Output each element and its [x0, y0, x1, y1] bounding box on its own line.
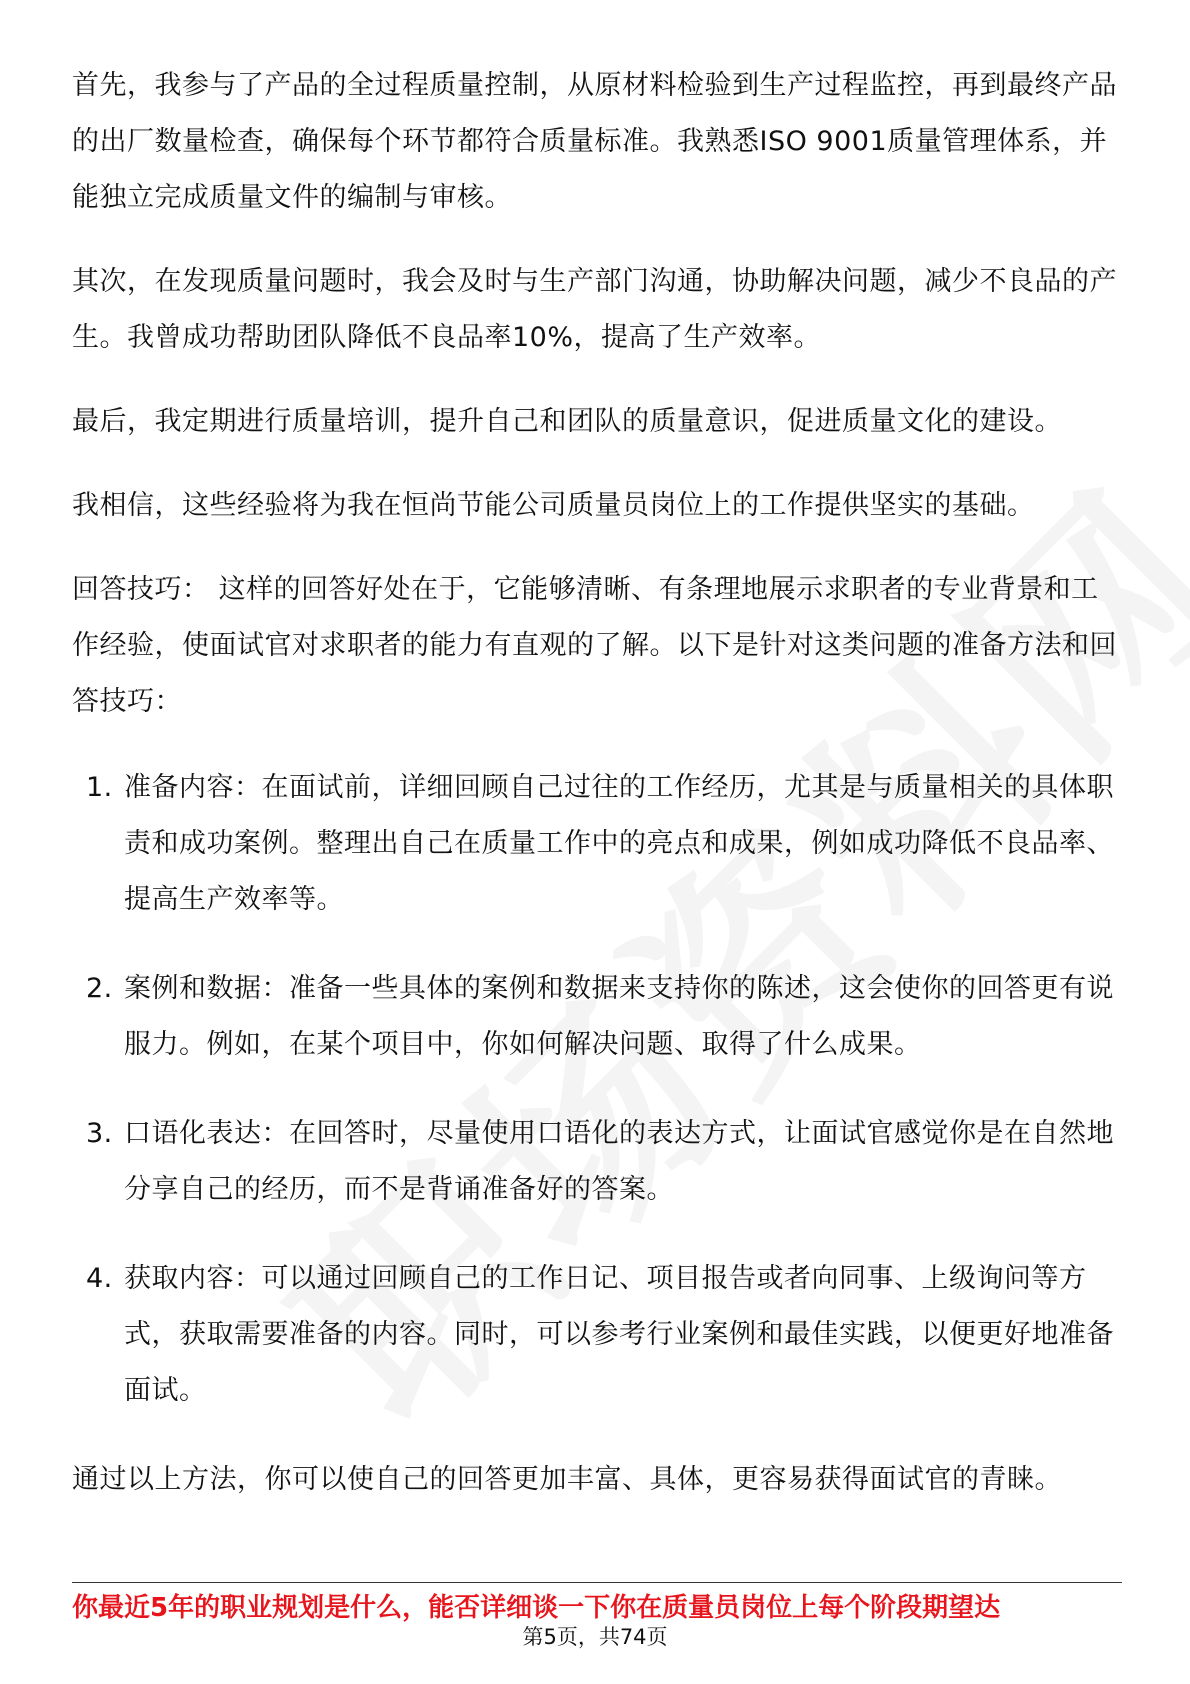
list-item [72, 760, 1122, 928]
paragraph-conclusion: 我相信，这些经验将为我在恒尚节能公司质量员岗位上的工作提供坚实的基础。 [72, 490, 1035, 521]
list-number: 1. [86, 772, 113, 803]
paragraph-answer-tips: 回答技巧： 这样的回答好处在于，它能够清晰、有条理地展示求职者的专业背景和工作经验，使面试官对求职者的能力有直观的了解。以下是针对这类问题的准备方法和回答技巧： [72, 574, 1117, 717]
page-number-footer: 第5页，共74页 [522, 1625, 668, 1649]
next-question-heading: 你最近5年的职业规划是什么，能否详细谈一下你在质量员岗位上每个阶段期望达 [72, 1593, 1001, 1623]
tips-list [72, 760, 1122, 1419]
paragraph-closing: 通过以上方法，你可以使自己的回答更加丰富、具体，更容易获得面试官的青睐。 [72, 1464, 1062, 1495]
paragraph-experience-3: 最后，我定期进行质量培训，提升自己和团队的质量意识，促进质量文化的建设。 [72, 406, 1062, 437]
paragraph-experience-2: 其次，在发现质量问题时，我会及时与生产部门沟通，协助解决问题，减少不良品的产生。我曾成功帮助团队降低不良品率10%，提高了生产效率。 [72, 266, 1117, 353]
list-text: 案例和数据：准备一些具体的案例和数据来支持你的陈述，这会使你的回答更有说服力。例如，在某个项目中，你如何解决问题、取得了什么成果。 [124, 973, 1114, 1060]
section-divider [72, 1582, 1122, 1583]
paragraph-experience-1: 首先，我参与了产品的全过程质量控制，从原材料检验到生产过程监控，再到最终产品的出厂数量检查，确保每个环节都符合质量标准。我熟悉ISO 9001质量管理体系，并能独立完成质量文件的编制与审核。 [72, 70, 1117, 213]
list-text: 口语化表达：在回答时，尽量使用口语化的表达方式，让面试官感觉你是在自然地分享自己的经历，而不是背诵准备好的答案。 [124, 1118, 1114, 1205]
list-number: 4. [86, 1263, 113, 1294]
list-text: 获取内容：可以通过回顾自己的工作日记、项目报告或者向同事、上级询问等方式，获取需要准备的内容。同时，可以参考行业案例和最佳实践，以便更好地准备面试。 [124, 1263, 1114, 1406]
list-item [72, 1106, 1122, 1218]
list-item [72, 961, 1122, 1073]
list-number: 2. [86, 973, 113, 1004]
list-text: 准备内容：在面试前，详细回顾自己过往的工作经历，尤其是与质量相关的具体职责和成功案例。整理出自己在质量工作中的亮点和成果，例如成功降低不良品率、提高生产效率等。 [124, 772, 1114, 915]
page-content [72, 58, 1122, 1536]
list-item [72, 1251, 1122, 1419]
list-number: 3. [86, 1118, 113, 1149]
